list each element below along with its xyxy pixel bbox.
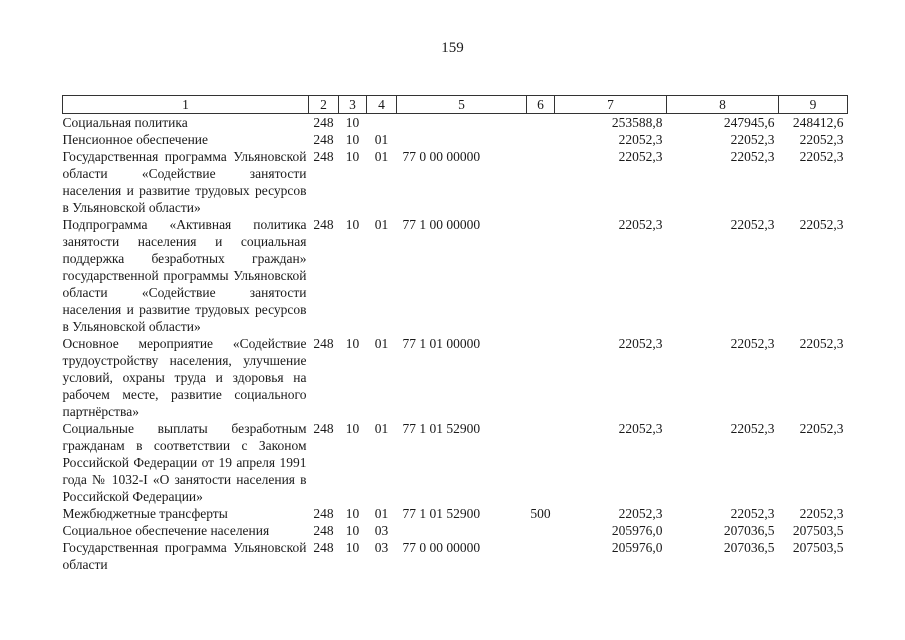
cell-amount-9: 22052,3 <box>799 506 844 521</box>
cell-target-article: 77 1 01 52900 <box>402 421 481 436</box>
table-header-row <box>63 96 848 114</box>
cell-section: 10 <box>345 217 360 232</box>
cell-amount-8: 22052,3 <box>730 217 775 232</box>
row-name: Государственная программа Ульяновской области <box>62 540 307 572</box>
cell-amount-9: 22052,3 <box>799 217 844 232</box>
cell-ministry: 248 <box>313 523 334 538</box>
cell-target-article: 77 0 00 00000 <box>402 149 481 164</box>
cell-expense-type <box>527 522 555 539</box>
table-row <box>63 539 848 573</box>
table-row <box>63 148 848 216</box>
cell-amount-8: 22052,3 <box>730 336 775 351</box>
table-row <box>63 131 848 148</box>
cell-target-article <box>397 522 527 539</box>
column-header: 7 <box>555 96 667 114</box>
cell-subsection: 03 <box>374 540 389 555</box>
row-name: Государственная программа Ульяновской области «Содействие занятости населения и развитие трудовых ресурсов в Ульяновской области» <box>62 149 307 215</box>
page-number: 159 <box>441 40 464 56</box>
cell-ministry: 248 <box>313 421 334 436</box>
cell-subsection: 01 <box>374 217 389 232</box>
cell-target-article: 77 0 00 00000 <box>402 540 481 555</box>
cell-amount-9: 22052,3 <box>799 132 844 147</box>
table-row <box>63 420 848 505</box>
cell-section: 10 <box>345 523 360 538</box>
cell-amount-7: 22052,3 <box>618 132 663 147</box>
cell-subsection: 01 <box>374 336 389 351</box>
cell-target-article <box>397 131 527 148</box>
cell-ministry: 248 <box>313 149 334 164</box>
column-header: 8 <box>667 96 779 114</box>
row-name: Межбюджетные трансферты <box>62 506 228 521</box>
cell-expense-type: 500 <box>530 506 551 521</box>
cell-ministry: 248 <box>313 336 334 351</box>
cell-section: 10 <box>345 149 360 164</box>
cell-section: 10 <box>345 540 360 555</box>
column-header: 6 <box>527 96 555 114</box>
cell-expense-type <box>527 335 555 420</box>
table-row <box>63 335 848 420</box>
table-row <box>63 114 848 132</box>
cell-expense-type <box>527 131 555 148</box>
cell-ministry: 248 <box>313 506 334 521</box>
cell-target-article: 77 1 01 00000 <box>402 336 481 351</box>
cell-subsection: 01 <box>374 149 389 164</box>
row-name: Социальная политика <box>62 115 188 130</box>
cell-section: 10 <box>345 115 360 130</box>
cell-section: 10 <box>345 421 360 436</box>
cell-amount-9: 22052,3 <box>799 149 844 164</box>
column-header: 3 <box>339 96 367 114</box>
cell-subsection: 01 <box>374 506 389 521</box>
column-header: 9 <box>779 96 848 114</box>
cell-amount-9: 248412,6 <box>792 115 844 130</box>
cell-ministry: 248 <box>313 540 334 555</box>
cell-ministry: 248 <box>313 132 334 147</box>
cell-amount-8: 22052,3 <box>730 132 775 147</box>
table-row <box>63 505 848 522</box>
cell-target-article <box>397 114 527 132</box>
cell-amount-8: 22052,3 <box>730 421 775 436</box>
cell-amount-8: 207036,5 <box>723 523 775 538</box>
row-name: Социальные выплаты безработным гражданам в соответствии с Законом Российской Федерации от 19 апреля 1991 года № 1032-I «О занятости населения в Российской Федерации» <box>62 421 307 504</box>
column-header: 2 <box>309 96 339 114</box>
table-row <box>63 216 848 335</box>
cell-ministry: 248 <box>313 115 334 130</box>
cell-subsection: 03 <box>374 523 389 538</box>
column-header: 4 <box>367 96 397 114</box>
cell-amount-8: 207036,5 <box>723 540 775 555</box>
row-name: Подпрограмма «Активная политика занятости населения и социальная поддержка безработных граждан» государственной программы Ульяновской области «Содействие занятости населения и развитие трудовых ресурсов в Ульяновской области» <box>62 217 307 334</box>
cell-amount-9: 207503,5 <box>792 523 844 538</box>
column-header: 5 <box>397 96 527 114</box>
cell-amount-7: 22052,3 <box>618 336 663 351</box>
cell-expense-type <box>527 539 555 573</box>
cell-section: 10 <box>345 506 360 521</box>
row-name: Пенсионное обеспечение <box>62 132 209 147</box>
cell-expense-type <box>527 148 555 216</box>
cell-amount-9: 207503,5 <box>792 540 844 555</box>
cell-amount-8: 22052,3 <box>730 149 775 164</box>
cell-amount-7: 22052,3 <box>618 217 663 232</box>
cell-amount-9: 22052,3 <box>799 421 844 436</box>
cell-amount-7: 205976,0 <box>611 540 663 555</box>
cell-amount-7: 22052,3 <box>618 506 663 521</box>
budget-table <box>62 95 848 573</box>
cell-subsection: 01 <box>374 421 389 436</box>
cell-target-article: 77 1 00 00000 <box>402 217 481 232</box>
cell-section: 10 <box>345 336 360 351</box>
cell-amount-7: 22052,3 <box>618 149 663 164</box>
cell-expense-type <box>527 114 555 132</box>
cell-ministry: 248 <box>313 217 334 232</box>
cell-amount-9: 22052,3 <box>799 336 844 351</box>
row-name: Социальное обеспечение населения <box>62 523 270 538</box>
row-name: Основное мероприятие «Содействие трудоустройству населения, улучшение условий, охраны труда и здоровья на рабочем месте, развитие социального партнёрства» <box>62 336 307 419</box>
cell-expense-type <box>527 420 555 505</box>
cell-target-article: 77 1 01 52900 <box>402 506 481 521</box>
cell-subsection: 01 <box>374 132 389 147</box>
cell-expense-type <box>527 216 555 335</box>
cell-amount-7: 205976,0 <box>611 523 663 538</box>
column-header: 1 <box>63 96 309 114</box>
cell-amount-8: 247945,6 <box>723 115 775 130</box>
cell-subsection <box>367 114 397 132</box>
table-row <box>63 522 848 539</box>
cell-section: 10 <box>345 132 360 147</box>
cell-amount-8: 22052,3 <box>730 506 775 521</box>
cell-amount-7: 22052,3 <box>618 421 663 436</box>
cell-amount-7: 253588,8 <box>611 115 663 130</box>
